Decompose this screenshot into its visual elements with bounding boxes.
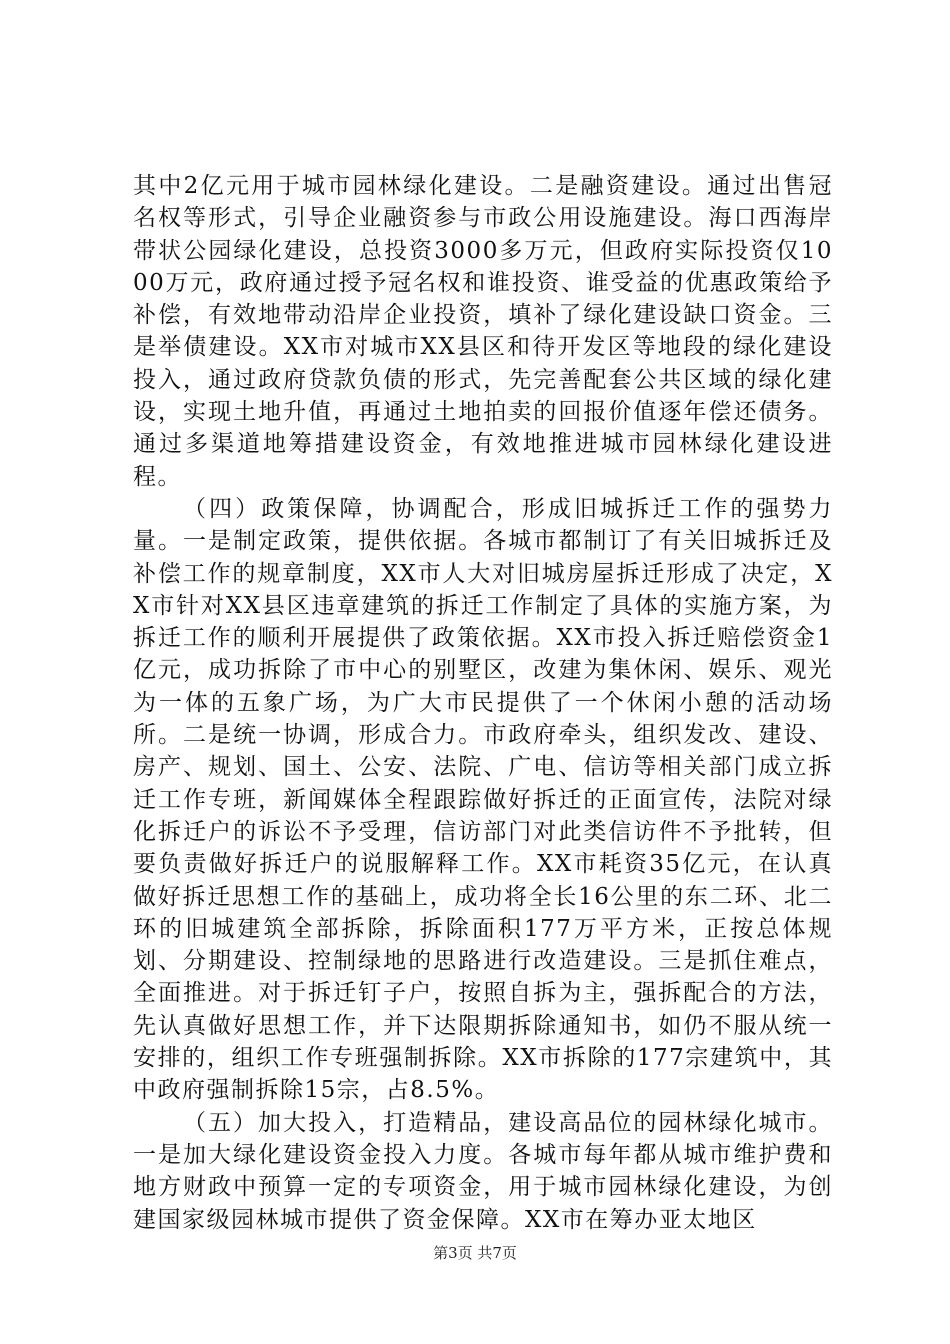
document-body	[133, 170, 833, 1236]
page-number-footer: 第3页 共7页	[433, 1244, 517, 1262]
paragraph-section-five: （五）加大投入，打造精品，建设高品位的园林绿化城市。一是加大绿化建设资金投入力度。各城市每年都从城市维护费和地方财政中预算一定的专项资金，用于城市园林绿化建设，为创建国家级园林城市提供了资金保障。XX市在筹办亚太地区	[133, 1109, 833, 1233]
paragraph-section-four: （四）政策保障，协调配合，形成旧城拆迁工作的强势力量。一是制定政策，提供依据。各城市都制订了有关旧城拆迁及补偿工作的规章制度，XX市人大对旧城房屋拆迁形成了决定，XX市针对XX县区违章建筑的拆迁工作制定了具体的实施方案，为拆迁工作的顺利开展提供了政策依据。XX市投入拆迁赔偿资金1亿元，成功拆除了市中心的别墅区，改建为集休闲、娱乐、观光为一体的五象广场，为广大市民提供了一个休闲小憩的活动场所。二是统一协调，形成合力。市政府牵头，组织发改、建设、房产、规划、国土、公安、法院、广电、信访等相关部门成立拆迁工作专班，新闻媒体全程跟踪做好拆迁的正面宣传，法院对绿化拆迁户的诉讼不予受理，信访部门对此类信访件不予批转，但要负责做好拆迁户的说服解释工作。XX市耗资35亿元，在认真做好拆迁思想工作的基础上，成功将全长16公里的东二环、北二环的旧城建筑全部拆除，拆除面积177万平方米，正按总体规划、分期建设、控制绿地的思路进行改造建设。三是抓住难点，全面推进。对于拆迁钉子户，按照自拆为主，强拆配合的方法，先认真做好思想工作，并下达限期拆除通知书，如仍不服从统一安排的，组织工作专班强制拆除。XX市拆除的177宗建筑中，其中政府强制拆除15宗，占8.5%。	[133, 495, 833, 1104]
paragraph-funding-continuation: 其中2亿元用于城市园林绿化建设。二是融资建设。通过出售冠名权等形式，引导企业融资参与市政公用设施建设。海口西海岸带状公园绿化建设，总投资3000多万元，但政府实际投资仅1000万元，政府通过授予冠名权和谁投资、谁受益的优惠政策给予补偿，有效地带动沿岸企业投资，填补了绿化建设缺口资金。三是举债建设。XX市对城市XX县区和待开发区等地段的绿化建设投入，通过政府贷款负债的形式，先完善配套公共区域的绿化建设，实现土地升值，再通过土地拍卖的回报价值逐年偿还债务。通过多渠道地筹措建设资金，有效地推进城市园林绿化建设进程。	[133, 173, 833, 490]
